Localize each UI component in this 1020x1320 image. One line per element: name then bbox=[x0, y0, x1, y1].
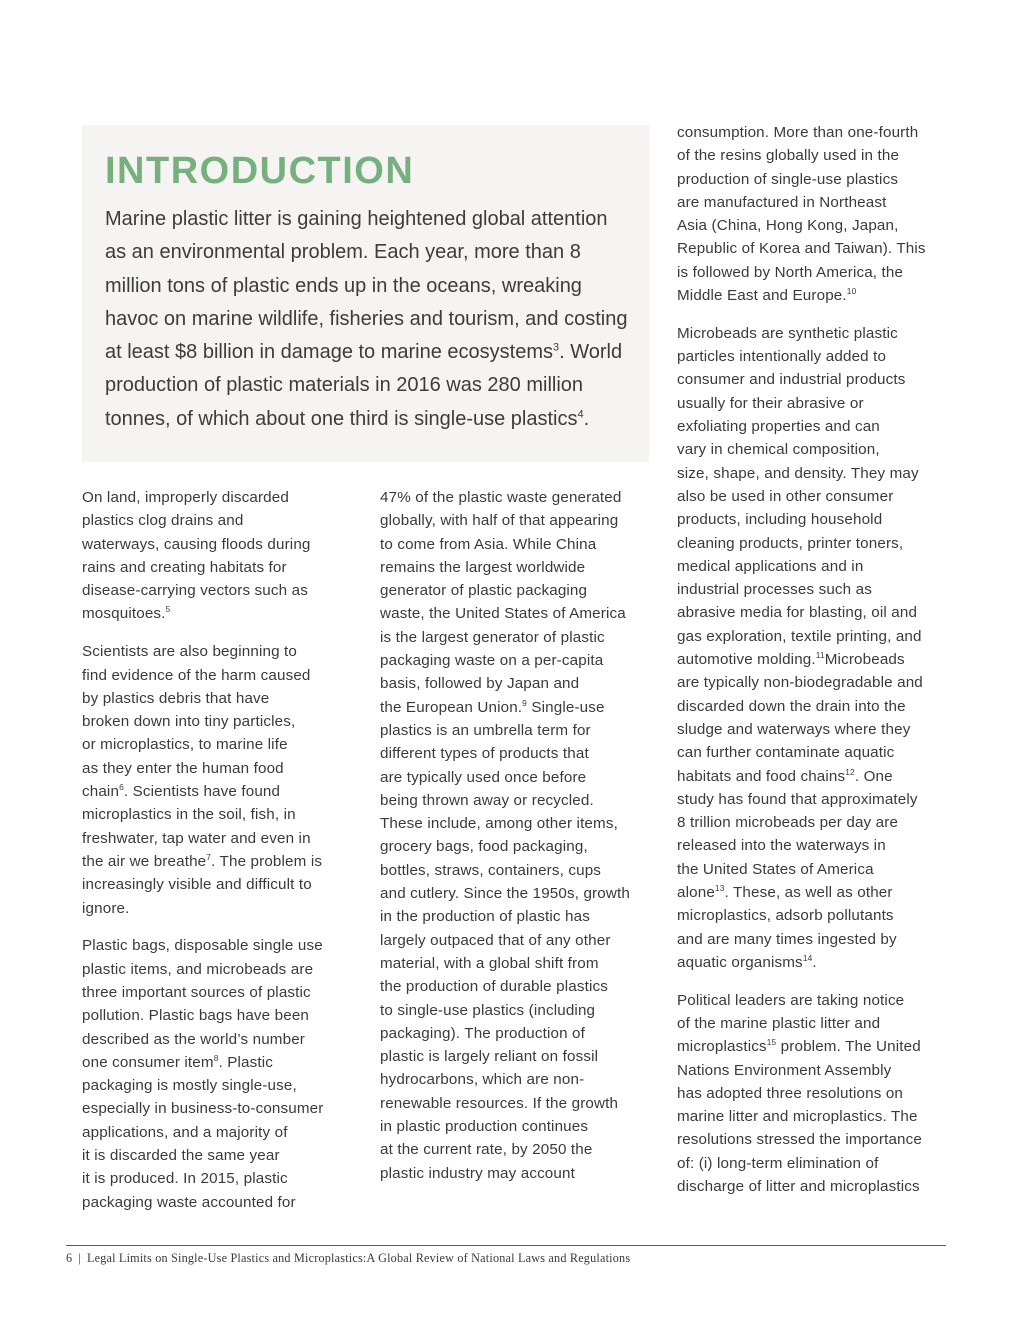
text-line bbox=[82, 780, 352, 803]
introduction-lead-paragraph bbox=[105, 203, 629, 436]
text-line: 47% of the plastic waste generated bbox=[380, 489, 622, 506]
text-line: gas exploration, textile printing, and bbox=[677, 627, 922, 645]
text-line: globally, with half of that appearing bbox=[380, 512, 619, 530]
text-line: basis, followed by Japan and bbox=[380, 675, 580, 693]
text-line: is followed by North America, the bbox=[677, 263, 904, 281]
page-number: 6 bbox=[66, 1251, 73, 1265]
text-line: remains the largest worldwide bbox=[380, 558, 586, 576]
text-line: waterways, causing floods during bbox=[82, 535, 311, 553]
text-line: ignore. bbox=[82, 899, 130, 917]
text-line: different types of products that bbox=[380, 745, 589, 763]
text-line: the production of durable plastics bbox=[380, 978, 608, 996]
text-line: renewable resources. If the growth bbox=[380, 1094, 619, 1112]
text-line: can further contaminate aquatic bbox=[677, 744, 895, 762]
text-line: it is produced. In 2015, plastic bbox=[82, 1170, 288, 1188]
text-line: Microbeads are synthetic plastic bbox=[677, 324, 898, 342]
text-fragment: alone bbox=[677, 884, 715, 901]
text-line: described as the world’s number bbox=[82, 1030, 306, 1048]
paragraph-microbeads bbox=[677, 322, 952, 974]
text-line bbox=[677, 1035, 952, 1058]
text-line bbox=[677, 284, 952, 307]
footnote-ref: 9 bbox=[522, 697, 527, 708]
text-fragment: . bbox=[812, 953, 817, 971]
text-line: These include, among other items, bbox=[380, 815, 618, 833]
text-line bbox=[82, 1051, 352, 1074]
paragraph-resin-production bbox=[677, 121, 952, 307]
text-fragment: one consumer item bbox=[82, 1053, 214, 1071]
text-line: applications, and a majority of bbox=[82, 1123, 288, 1141]
footnote-ref: 5 bbox=[165, 604, 171, 615]
text-line: find evidence of the harm caused bbox=[82, 666, 311, 684]
text-fragment: microplastics bbox=[677, 1038, 767, 1056]
text-fragment: chain bbox=[82, 783, 120, 801]
text-line: Asia (China, Hong Kong, Japan, bbox=[677, 217, 899, 235]
text-line: has adopted three resolutions on bbox=[677, 1084, 904, 1102]
text-line: industrial processes such as bbox=[677, 581, 872, 599]
text-line: and cutlery. Since the 1950s, growth bbox=[380, 885, 630, 903]
footer-divider bbox=[66, 1245, 946, 1246]
text-fragment: Single-use bbox=[526, 698, 605, 716]
text-fragment: aquatic organisms bbox=[677, 953, 803, 971]
text-line: is the largest generator of plastic bbox=[380, 628, 605, 646]
text-line: production of single-use plastics bbox=[677, 170, 899, 188]
text-line: largely outpaced that of any other bbox=[380, 931, 611, 949]
text-line: rains and creating habitats for bbox=[82, 558, 287, 576]
lead-line: . World bbox=[559, 341, 623, 364]
text-line: at the current rate, by 2050 the bbox=[380, 1141, 593, 1159]
text-line: plastic items, and microbeads are bbox=[82, 960, 314, 978]
page-footer bbox=[66, 1251, 630, 1266]
text-line: Scientists are also beginning to bbox=[82, 643, 298, 661]
footnote-ref: 8 bbox=[213, 1052, 219, 1063]
text-line: of: (i) long-term elimination of bbox=[677, 1154, 879, 1172]
text-line: by plastics debris that have bbox=[82, 689, 270, 707]
lead-line: . bbox=[583, 407, 590, 430]
body-column-1 bbox=[82, 486, 352, 1228]
text-fragment: Middle East and Europe. bbox=[677, 287, 847, 305]
paragraph-political-leaders bbox=[677, 989, 952, 1199]
text-line: disease-carrying vectors such as bbox=[82, 582, 308, 600]
text-fragment: . Plastic bbox=[218, 1053, 274, 1071]
paragraph-plastic-sources bbox=[82, 934, 352, 1214]
text-line: discharge of litter and microplastics bbox=[677, 1178, 920, 1196]
text-line: particles intentionally added to bbox=[677, 348, 887, 366]
text-line: to single-use plastics (including bbox=[380, 1001, 596, 1019]
text-line: marine litter and microplastics. The bbox=[677, 1108, 918, 1126]
text-line: also be used in other consumer bbox=[677, 487, 894, 505]
text-line: are typically used once before bbox=[380, 768, 587, 786]
text-line: On land, improperly discarded bbox=[82, 489, 289, 506]
text-line: packaging waste accounted for bbox=[82, 1193, 296, 1211]
text-line: increasingly visible and difficult to bbox=[82, 876, 312, 894]
text-line: especially in business-to-consumer bbox=[82, 1100, 324, 1118]
text-line: resolutions stressed the importance bbox=[677, 1131, 922, 1149]
body-column-3 bbox=[677, 121, 952, 1213]
text-line bbox=[82, 602, 352, 625]
text-fragment: Microbeads bbox=[824, 651, 905, 669]
text-line: Plastic bags, disposable single use bbox=[82, 937, 323, 955]
text-line: packaging is mostly single-use, bbox=[82, 1077, 297, 1095]
footnote-ref: 3 bbox=[553, 341, 560, 354]
text-line: packaging waste on a per-capita bbox=[380, 652, 604, 670]
text-line: sludge and waterways where they bbox=[677, 720, 911, 738]
text-line: plastic is largely reliant on fossil bbox=[380, 1048, 599, 1066]
text-line: vary in chemical composition, bbox=[677, 441, 880, 459]
lead-line: as an environmental problem. Each year, more than 8 bbox=[105, 241, 581, 264]
text-line: freshwater, tap water and even in bbox=[82, 829, 311, 847]
text-line bbox=[677, 951, 952, 974]
text-line: Political leaders are taking notice bbox=[677, 991, 905, 1009]
lead-line: at least $8 billion in damage to marine ecosystems bbox=[105, 341, 554, 364]
text-line bbox=[677, 648, 952, 671]
text-line: of the marine plastic litter and bbox=[677, 1014, 881, 1032]
lead-line: havoc on marine wildlife, fisheries and tourism, and costing bbox=[105, 307, 628, 330]
text-line: being thrown away or recycled. bbox=[380, 791, 594, 809]
text-line: it is discarded the same year bbox=[82, 1147, 280, 1165]
text-fragment: automotive molding. bbox=[677, 651, 816, 669]
document-title: Legal Limits on Single-Use Plastics and Microplastics:A Global Review of National Laws and Regulations bbox=[86, 1251, 631, 1265]
text-line: hydrocarbons, which are non- bbox=[380, 1071, 585, 1089]
text-line: grocery bags, food packaging, bbox=[380, 838, 588, 856]
text-fragment: . The problem is bbox=[211, 852, 323, 870]
text-line: exfoliating properties and can bbox=[677, 418, 880, 436]
text-line: pollution. Plastic bags have been bbox=[82, 1007, 310, 1025]
text-line: abrasive media for blasting, oil and bbox=[677, 604, 918, 622]
footer-separator: | bbox=[78, 1251, 81, 1265]
text-line: plastics clog drains and bbox=[82, 512, 244, 530]
footnote-ref: 12 bbox=[845, 766, 855, 777]
text-line: 8 trillion microbeads per day are bbox=[677, 814, 899, 832]
text-fragment: problem. The United bbox=[776, 1038, 921, 1056]
text-line: cleaning products, printer toners, bbox=[677, 534, 904, 552]
text-line: as they enter the human food bbox=[82, 759, 284, 777]
text-line bbox=[677, 881, 952, 904]
paragraph-land-impacts bbox=[82, 486, 352, 626]
footnote-ref: 4 bbox=[577, 408, 584, 421]
text-line: to come from Asia. While China bbox=[380, 535, 597, 553]
text-line: consumer and industrial products bbox=[677, 371, 906, 389]
text-line: Republic of Korea and Taiwan). This bbox=[677, 240, 926, 258]
text-fragment: mosquitoes. bbox=[82, 605, 166, 623]
text-line: and are many times ingested by bbox=[677, 930, 897, 948]
footnote-ref: 11 bbox=[815, 649, 825, 660]
footnote-ref: 10 bbox=[846, 286, 857, 297]
text-fragment: habitats and food chains bbox=[677, 767, 846, 785]
footnote-ref: 15 bbox=[766, 1037, 777, 1048]
text-line: of the resins globally used in the bbox=[677, 147, 900, 165]
footnote-ref: 14 bbox=[802, 952, 813, 963]
text-line: usually for their abrasive or bbox=[677, 394, 864, 412]
introduction-box bbox=[82, 125, 649, 462]
text-line: or microplastics, to marine life bbox=[82, 736, 288, 754]
paragraph-packaging-waste bbox=[380, 486, 650, 1185]
paragraph-microplastics-harm bbox=[82, 640, 352, 920]
text-line: size, shape, and density. They may bbox=[677, 464, 919, 482]
text-line bbox=[677, 765, 952, 788]
text-line: study has found that approximately bbox=[677, 790, 918, 808]
footnote-ref: 13 bbox=[714, 882, 725, 893]
text-line bbox=[380, 696, 650, 719]
text-line: broken down into tiny particles, bbox=[82, 713, 296, 731]
text-line: plastics is an umbrella term for bbox=[380, 721, 591, 739]
text-line: are typically non-biodegradable and bbox=[677, 674, 923, 692]
text-line: medical applications and in bbox=[677, 557, 864, 575]
text-line: bottles, straws, containers, cups bbox=[380, 861, 602, 879]
footnote-ref: 7 bbox=[206, 851, 212, 862]
text-line: products, including household bbox=[677, 511, 883, 529]
introduction-heading: INTRODUCTION bbox=[105, 150, 415, 192]
text-line: microplastics in the soil, fish, in bbox=[82, 806, 296, 824]
text-line: packaging). The production of bbox=[380, 1024, 586, 1042]
text-line: consumption. More than one-fourth bbox=[677, 124, 919, 141]
text-fragment: . These, as well as other bbox=[724, 884, 893, 901]
text-line: generator of plastic packaging bbox=[380, 582, 588, 600]
lead-line: Marine plastic litter is gaining heightened global attention bbox=[105, 208, 608, 230]
text-line: discarded down the drain into the bbox=[677, 697, 906, 715]
text-line: three important sources of plastic bbox=[82, 983, 311, 1001]
text-line: microplastics, adsorb pollutants bbox=[677, 907, 894, 925]
text-line: Nations Environment Assembly bbox=[677, 1061, 892, 1079]
text-fragment: . One bbox=[854, 767, 893, 785]
text-fragment: the European Union. bbox=[380, 698, 523, 716]
text-line: the United States of America bbox=[677, 860, 874, 878]
text-fragment: . Scientists have found bbox=[123, 783, 281, 801]
body-column-2 bbox=[380, 486, 650, 1199]
text-fragment: the air we breathe bbox=[82, 852, 207, 870]
text-line bbox=[82, 850, 352, 873]
text-line: in plastic production continues bbox=[380, 1118, 589, 1136]
text-line: are manufactured in Northeast bbox=[677, 193, 887, 211]
lead-line: million tons of plastic ends up in the oceans, wreaking bbox=[105, 274, 582, 297]
text-line: in the production of plastic has bbox=[380, 908, 590, 926]
text-line: material, with a global shift from bbox=[380, 954, 599, 972]
lead-line: production of plastic materials in 2016 was 280 million bbox=[105, 374, 584, 397]
text-line: waste, the United States of America bbox=[380, 605, 626, 623]
lead-line: tonnes, of which about one third is single-use plastics bbox=[105, 407, 578, 430]
text-line: released into the waterways in bbox=[677, 837, 886, 855]
text-line: plastic industry may account bbox=[380, 1164, 575, 1182]
footnote-ref: 6 bbox=[119, 782, 124, 792]
